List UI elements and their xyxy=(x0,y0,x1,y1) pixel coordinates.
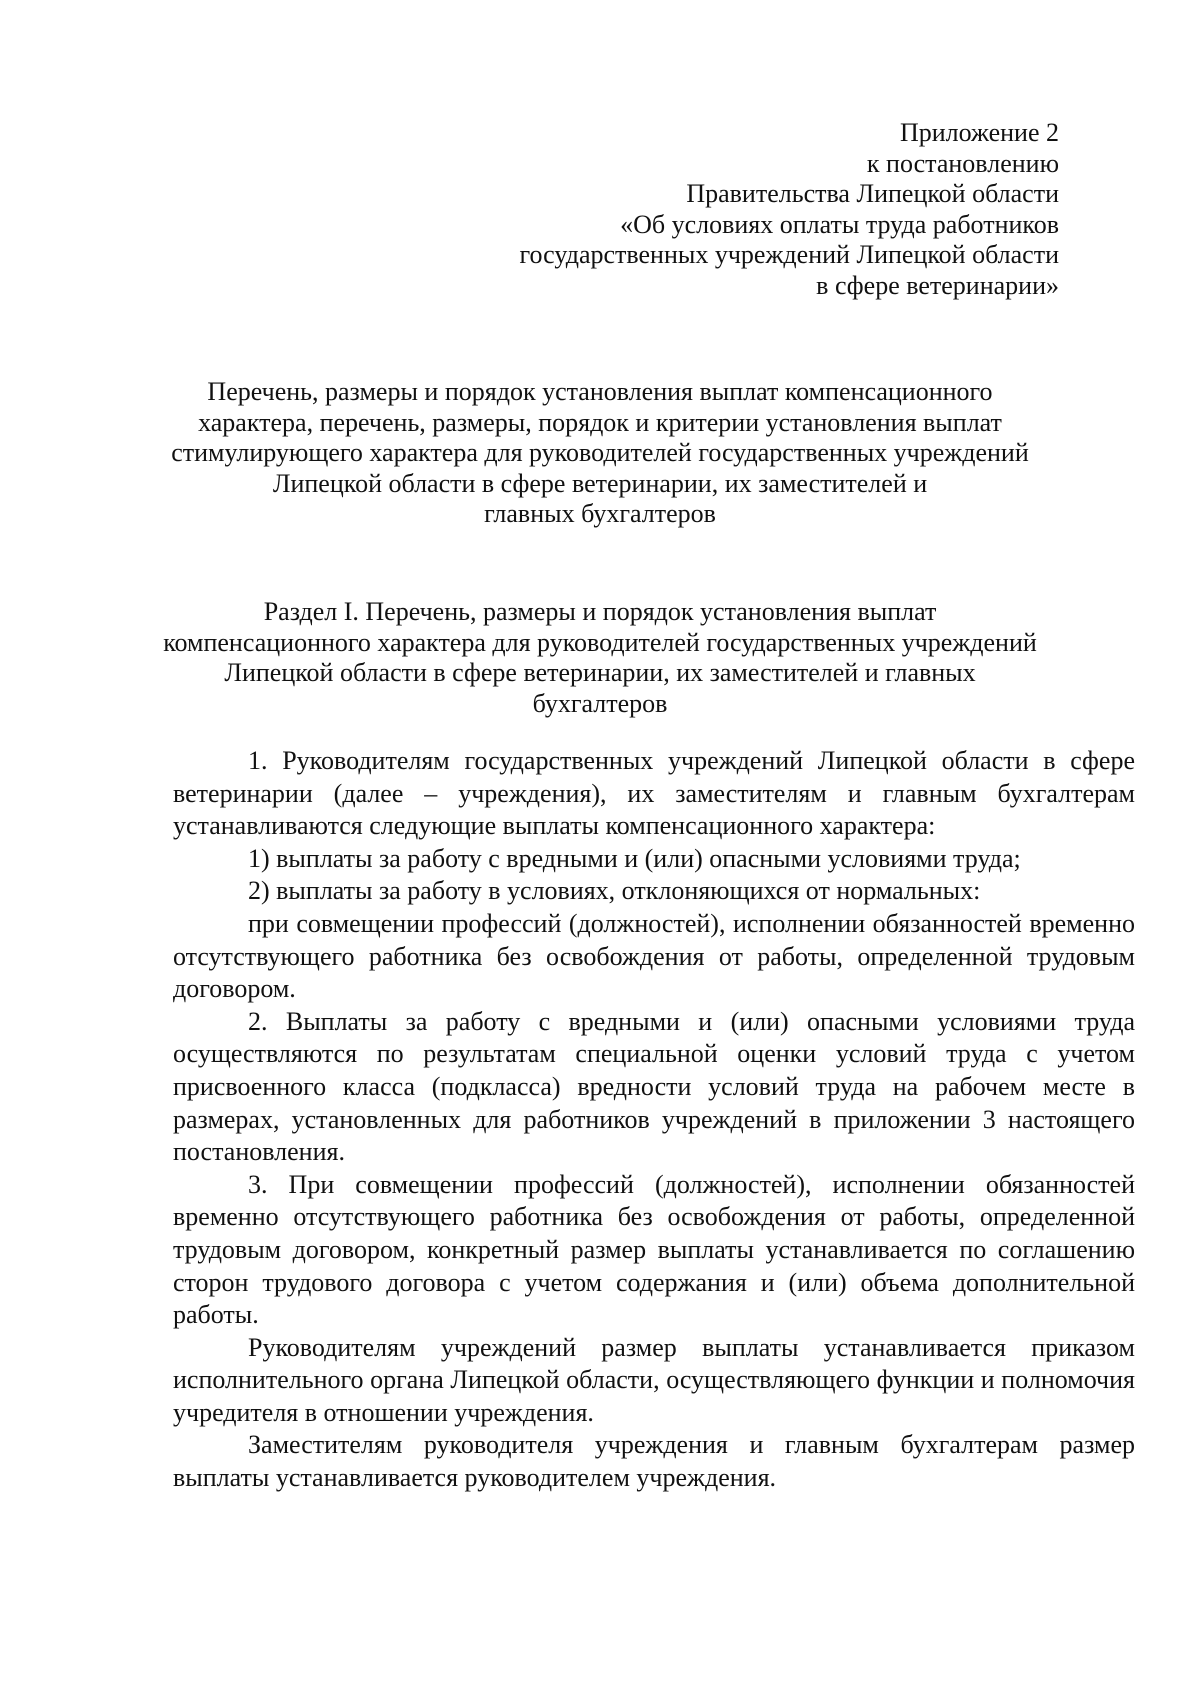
appendix-line: Приложение 2 xyxy=(899,118,1059,147)
paragraph-2: 2. Выплаты за работу с вредными и (или) опасными условиями труда осуществляются по результатам специальной оценки условий труда с учетом присвоенного класса (подкласса) вредности условий труда на рабочем месте в размерах, установленных для работников учреждений в приложении 3 настоящего постановления. xyxy=(173,1006,1135,1167)
section-heading-line: бухгалтеров xyxy=(532,688,668,718)
appendix-line: государственных учреждений Липецкой области xyxy=(519,240,1059,269)
body-text xyxy=(173,745,1135,1495)
title-line: главных бухгалтеров xyxy=(484,499,716,528)
section-heading-line: Липецкой области в сфере ветеринарии, их заместителей и главных xyxy=(224,658,976,687)
appendix-header xyxy=(359,118,1059,301)
appendix-line: «Об условиях оплаты труда работников xyxy=(620,209,1059,239)
paragraph-item-2: 2) выплаты за работу в условиях, отклоняющихся от нормальных: xyxy=(248,876,981,906)
paragraph-item-1: 1) выплаты за работу с вредными и (или) опасными условиями труда; xyxy=(248,843,1021,873)
paragraph-deputies: Заместителям руководителя учреждения и главным бухгалтерам размер выплаты устанавливается руководителем учреждения. xyxy=(173,1430,1135,1493)
section-heading xyxy=(120,597,1080,719)
paragraph-heads: Руководителям учреждений размер выплаты устанавливается приказом исполнительного органа Липецкой области, осуществляющего функции и полномочия учредителя в отношении учреждения. xyxy=(173,1332,1135,1427)
title-line: характера, перечень, размеры, порядок и критерии установления выплат xyxy=(198,407,1002,437)
appendix-line: в сфере ветеринарии» xyxy=(816,270,1059,300)
appendix-line: к постановлению xyxy=(866,148,1059,178)
title-line: Перечень, размеры и порядок установления выплат компенсационного xyxy=(207,377,993,406)
paragraph-combination: при совмещении профессий (должностей), исполнении обязанностей временно отсутствующего работника без освобождения от работы, определенной трудовым договором. xyxy=(173,908,1135,1004)
title-line: Липецкой области в сфере ветеринарии, их заместителей и xyxy=(272,468,928,498)
title-line: стимулирующего характера для руководителей государственных учреждений xyxy=(171,438,1029,467)
paragraph-1: 1. Руководителям государственных учреждений Липецкой области в сфере ветеринарии (далее – учреждения), их заместителям и главным бухгалтерам устанавливаются следующие выплаты компенсационного характера: xyxy=(173,746,1135,841)
section-heading-line: Раздел I. Перечень, размеры и порядок установления выплат xyxy=(263,597,937,626)
section-heading-line: компенсационного характера для руководителей государственных учреждений xyxy=(163,627,1037,657)
paragraph-3: 3. При совмещении профессий (должностей), исполнении обязанностей временно отсутствующего работника без освобождения от работы, определенной трудовым договором, конкретный размер выплаты устанавливается по соглашению сторон трудового договора с учетом содержания и (или) объема дополнительной работы. xyxy=(173,1169,1135,1330)
document-title xyxy=(120,377,1080,530)
appendix-line: Правительства Липецкой области xyxy=(686,179,1059,208)
